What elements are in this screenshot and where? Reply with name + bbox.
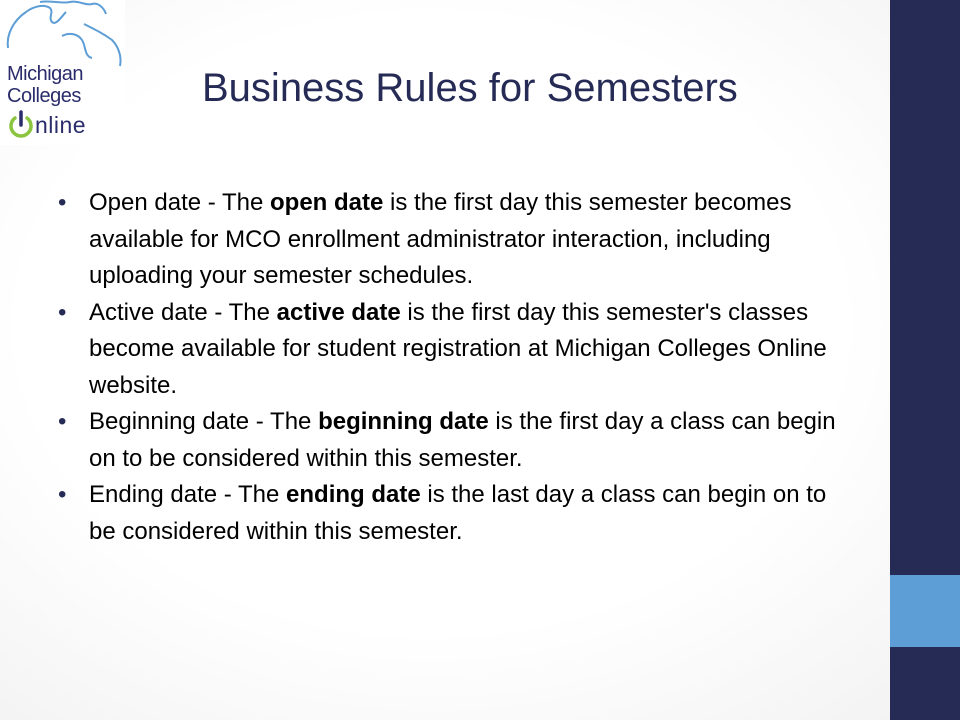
bullet-term: active date xyxy=(276,298,401,326)
bullet-open-date xyxy=(58,185,848,295)
bullet-term: beginning date xyxy=(318,408,489,435)
logo-line-colleges: Colleges xyxy=(7,85,81,107)
power-o-icon xyxy=(8,110,34,140)
bullet-lead: Beginning date - The xyxy=(89,408,319,435)
bullet-rest: is the first day this semester becomes available for MCO enrollment administrator interaction, including uploading your semester schedules. xyxy=(89,189,792,289)
logo-online-text: nline xyxy=(35,111,87,138)
bullet-lead: Open date - The xyxy=(89,189,271,216)
bullet-term: ending date xyxy=(286,481,421,508)
bullet-marker: • xyxy=(58,189,67,216)
logo-line-michigan: Michigan xyxy=(7,63,84,85)
bullet-beginning-date xyxy=(58,404,848,477)
bullet-rest: is the first day this semester's classes become available for student registration at Michigan Colleges Online website. xyxy=(89,298,827,399)
bullet-term: open date xyxy=(270,189,384,216)
sidebar-accent-band xyxy=(890,575,960,647)
bullet-marker: • xyxy=(58,298,67,326)
bullet-list xyxy=(58,185,848,550)
logo-online-wordmark xyxy=(8,110,86,140)
michigan-map-outline-icon xyxy=(0,0,125,70)
michigan-colleges-online-logo xyxy=(0,0,125,145)
bullet-rest: is the first day a class can begin on to be considered within this semester. xyxy=(89,408,836,472)
bullet-ending-date xyxy=(58,477,848,550)
bullet-active-date xyxy=(58,295,848,405)
bullet-rest: is the last day a class can begin on to be considered within this semester. xyxy=(89,481,827,545)
bullet-lead: Active date - The xyxy=(89,298,277,326)
bullet-marker: • xyxy=(58,408,67,435)
slide-title: Business Rules for Semesters xyxy=(202,66,738,110)
bullet-marker: • xyxy=(58,481,67,508)
bullet-lead: Ending date - The xyxy=(89,481,287,508)
